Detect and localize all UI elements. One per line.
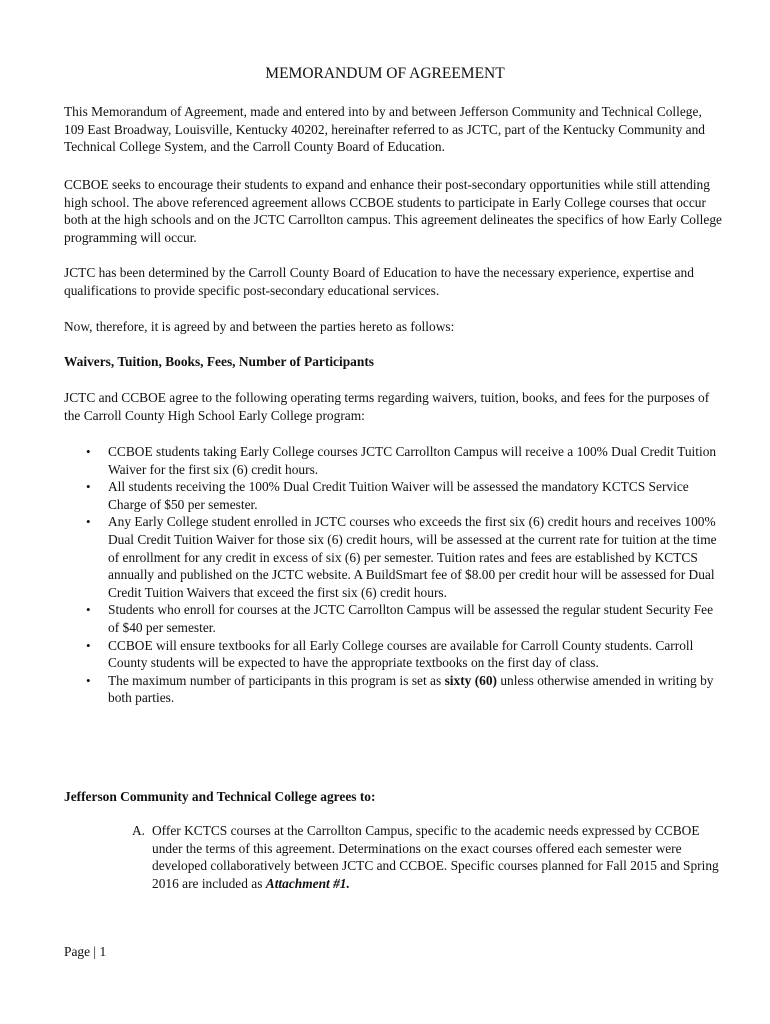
list-item-text: All students receiving the 100% Dual Credit Tuition Waiver will be assessed the mandatory KCTCS Service Charge of $50 per semester. <box>108 479 689 512</box>
list-item <box>64 513 724 601</box>
terms-bullet-list <box>64 443 724 707</box>
list-item <box>64 637 724 672</box>
list-item-text-end: unless otherwise amended in writing by both parties. <box>108 672 714 706</box>
list-item <box>64 478 724 513</box>
list-item <box>64 672 724 707</box>
section-heading-waivers: Waivers, Tuition, Books, Fees, Number of Participants <box>64 354 374 369</box>
bullet-icon: • <box>86 672 91 688</box>
list-item-text: Students who enroll for courses at the JCTC Carrollton Campus will be assessed the regular student Security Fee of $40 per semester. <box>108 602 714 635</box>
participant-limit: sixty (60) <box>444 672 498 688</box>
page-footer <box>64 943 106 961</box>
bullet-icon: • <box>86 514 91 530</box>
list-item <box>64 822 724 892</box>
bullet-icon: • <box>86 602 91 618</box>
page-label: Page <box>64 944 91 959</box>
list-item <box>64 601 724 636</box>
attachment-reference: Attachment #1. <box>265 875 350 891</box>
bullet-icon: • <box>86 479 91 495</box>
intro-paragraph: This Memorandum of Agreement, made and entered into by and between Jefferson Community and Technical College, 109 East Broadway, Louisville, Kentucky 40202, hereinafter referred to as JCTC, part of the Kentucky Community and Technical College System, and the Carroll County Board of Education. <box>64 104 705 155</box>
list-item-text: Any Early College student enrolled in JCTC courses who exceeds the first six (6) credit hours and receives 100% Dual Credit Tuition Waiver for those six (6) credit hours, will be assessed at the current rate for tuition at the time of enrollment for any credit in excess of six (6) per semester. Tuition rates and fees are established by KCTCS annually and published on the JCTC website. A BuildSmart fee of $8.00 per credit hour will be assessed for Dual Credit Tuition Waivers that exceed the first six (6) credit hours. <box>108 514 717 600</box>
ccboe-paragraph: CCBOE seeks to encourage their students to expand and enhance their post-secondary opportunities while still attending high school. The above referenced agreement allows CCBOE students to participate in Early College courses that occur both at the high schools and on the JCTC Carrollton campus. This agreement delineates the specifics of how Early College programming will occur. <box>64 177 722 245</box>
list-item-text: CCBOE students taking Early College courses JCTC Carrollton Campus will receive a 100% Dual Credit Tuition Waiver for the first six (6) credit hours. <box>108 444 717 477</box>
list-item-text: CCBOE will ensure textbooks for all Early College courses are available for Carroll County students. Carroll County students will be expected to have the appropriate textbooks on the first day of class. <box>108 637 694 671</box>
item-letter: A. <box>132 823 146 838</box>
section-intro-paragraph: JCTC and CCBOE agree to the following operating terms regarding waivers, tuition, books, and fees for the purposes of the Carroll County High School Early College program: <box>64 390 710 423</box>
list-item-text-start: The maximum number of participants in this program is set as <box>108 672 445 688</box>
agreement-paragraph: Now, therefore, it is agreed by and between the parties hereto as follows: <box>64 319 455 334</box>
list-item-text: Offer KCTCS courses at the Carrollton Campus, specific to the academic needs expressed by CCBOE under the terms of this agreement. Determinations on the exact courses offered each semester were developed collaboratively between JCTC and CCBOE. Specific courses planned for Fall 2015 and Spring 2016 are included as <box>152 823 719 891</box>
bullet-icon: • <box>86 444 91 459</box>
list-item <box>64 443 724 478</box>
bullet-icon: • <box>86 637 91 653</box>
jctc-agreements-list <box>64 822 724 892</box>
jctc-paragraph: JCTC has been determined by the Carroll County Board of Education to have the necessary experience, expertise and qualifications to provide specific post-secondary educational services. <box>64 265 694 298</box>
page-separator: | <box>93 944 97 959</box>
document-title: MEMORANDUM OF AGREEMENT <box>265 65 505 82</box>
page-number: 1 <box>99 944 107 959</box>
section-heading-jctc-agrees: Jefferson Community and Technical College agrees to: <box>64 789 376 804</box>
